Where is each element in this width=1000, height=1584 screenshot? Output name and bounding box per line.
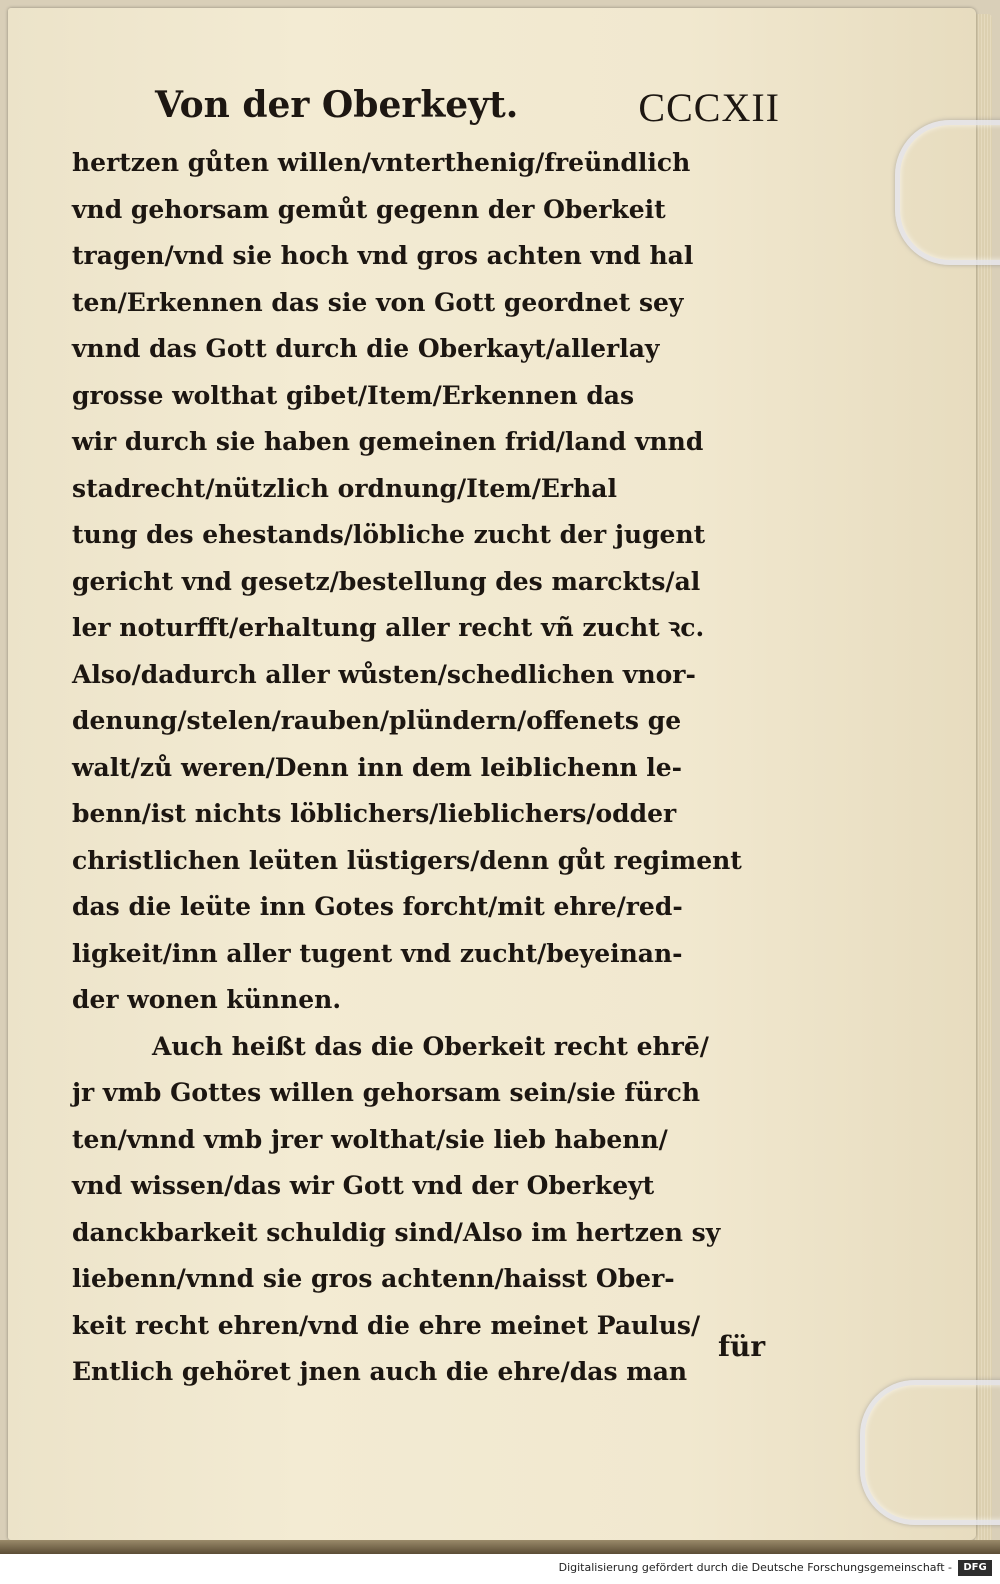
dfg-logo: DFG xyxy=(958,1560,992,1576)
text-line: liebenn/vnnd sie gros achtenn/haisst Ober- xyxy=(72,1264,675,1293)
page-header xyxy=(155,84,780,134)
folio-number: CCCXII xyxy=(638,85,780,130)
text-line: gericht vnd gesetz/bestellung des marckts/al xyxy=(72,566,701,596)
text-line: stadrecht/nützlich ordnung/Item/Erhal xyxy=(72,473,617,503)
body-text xyxy=(72,140,782,1396)
text-line: benn/ist nichts löblichers/lieblichers/odder xyxy=(72,799,677,828)
text-line: tragen/vnd sie hoch vnd gros achten vnd hal xyxy=(72,241,694,270)
text-line: denung/stelen/rauben/plündern/offenets ge xyxy=(72,706,682,735)
scan-bottom-edge xyxy=(0,1540,1000,1554)
running-head: Von der Oberkeyt. xyxy=(155,84,519,126)
digitization-footer xyxy=(0,1554,1000,1584)
catchword: für xyxy=(718,1330,766,1363)
text-line: hertzen gůten willen/vnterthenig/freündlich xyxy=(72,148,691,177)
text-line: ler noturfft/erhaltung aller recht vñ zucht ꝛc. xyxy=(72,613,705,642)
paper-clip-bottom xyxy=(860,1380,1000,1525)
text-line: tung des ehestands/löbliche zucht der jugent xyxy=(72,520,706,549)
paper-clip-top xyxy=(895,120,1000,265)
text-line: danckbarkeit schuldig sind/Also im hertzen sy xyxy=(72,1217,721,1247)
text-line: christlichen leüten lüstigers/denn gůt regiment xyxy=(72,845,742,875)
text-line: vnd gehorsam gemůt gegenn der Oberkeit xyxy=(72,194,666,224)
text-line: vnd wissen/das wir Gott vnd der Oberkeyt xyxy=(72,1171,655,1200)
text-line: ligkeit/inn aller tugent vnd zucht/beyeinan- xyxy=(72,938,683,968)
text-line: das die leüte inn Gotes forcht/mit ehre/red- xyxy=(72,892,683,921)
text-line: Also/dadurch aller wůsten/schedlichen vnor- xyxy=(72,659,696,689)
text-line: vnnd das Gott durch die Oberkayt/allerlay xyxy=(72,334,660,363)
footer-credit: Digitalisierung gefördert durch die Deutsche Forschungsgemeinschaft - xyxy=(558,1561,952,1574)
text-line: grosse wolthat gibet/Item/Erkennen das xyxy=(72,380,635,410)
text-line: Auch heißt das die Oberkeit recht ehrē/ xyxy=(152,1031,709,1061)
text-line: walt/zů weren/Denn inn dem leiblichenn le- xyxy=(72,752,683,782)
text-line: jr vmb Gottes willen gehorsam sein/sie fürch xyxy=(72,1078,700,1107)
text-line: keit recht ehren/vnd die ehre meinet Paulus/ xyxy=(72,1310,701,1340)
text-line: der wonen künnen. xyxy=(72,985,342,1014)
text-line: Entlich gehöret jnen auch die ehre/das man xyxy=(72,1357,688,1386)
text-line: ten/vnnd vmb jrer wolthat/sie lieb habenn/ xyxy=(72,1124,668,1154)
text-line: ten/Erkennen das sie von Gott geordnet sey xyxy=(72,287,684,317)
text-line: wir durch sie haben gemeinen frid/land vnnd xyxy=(72,427,704,456)
